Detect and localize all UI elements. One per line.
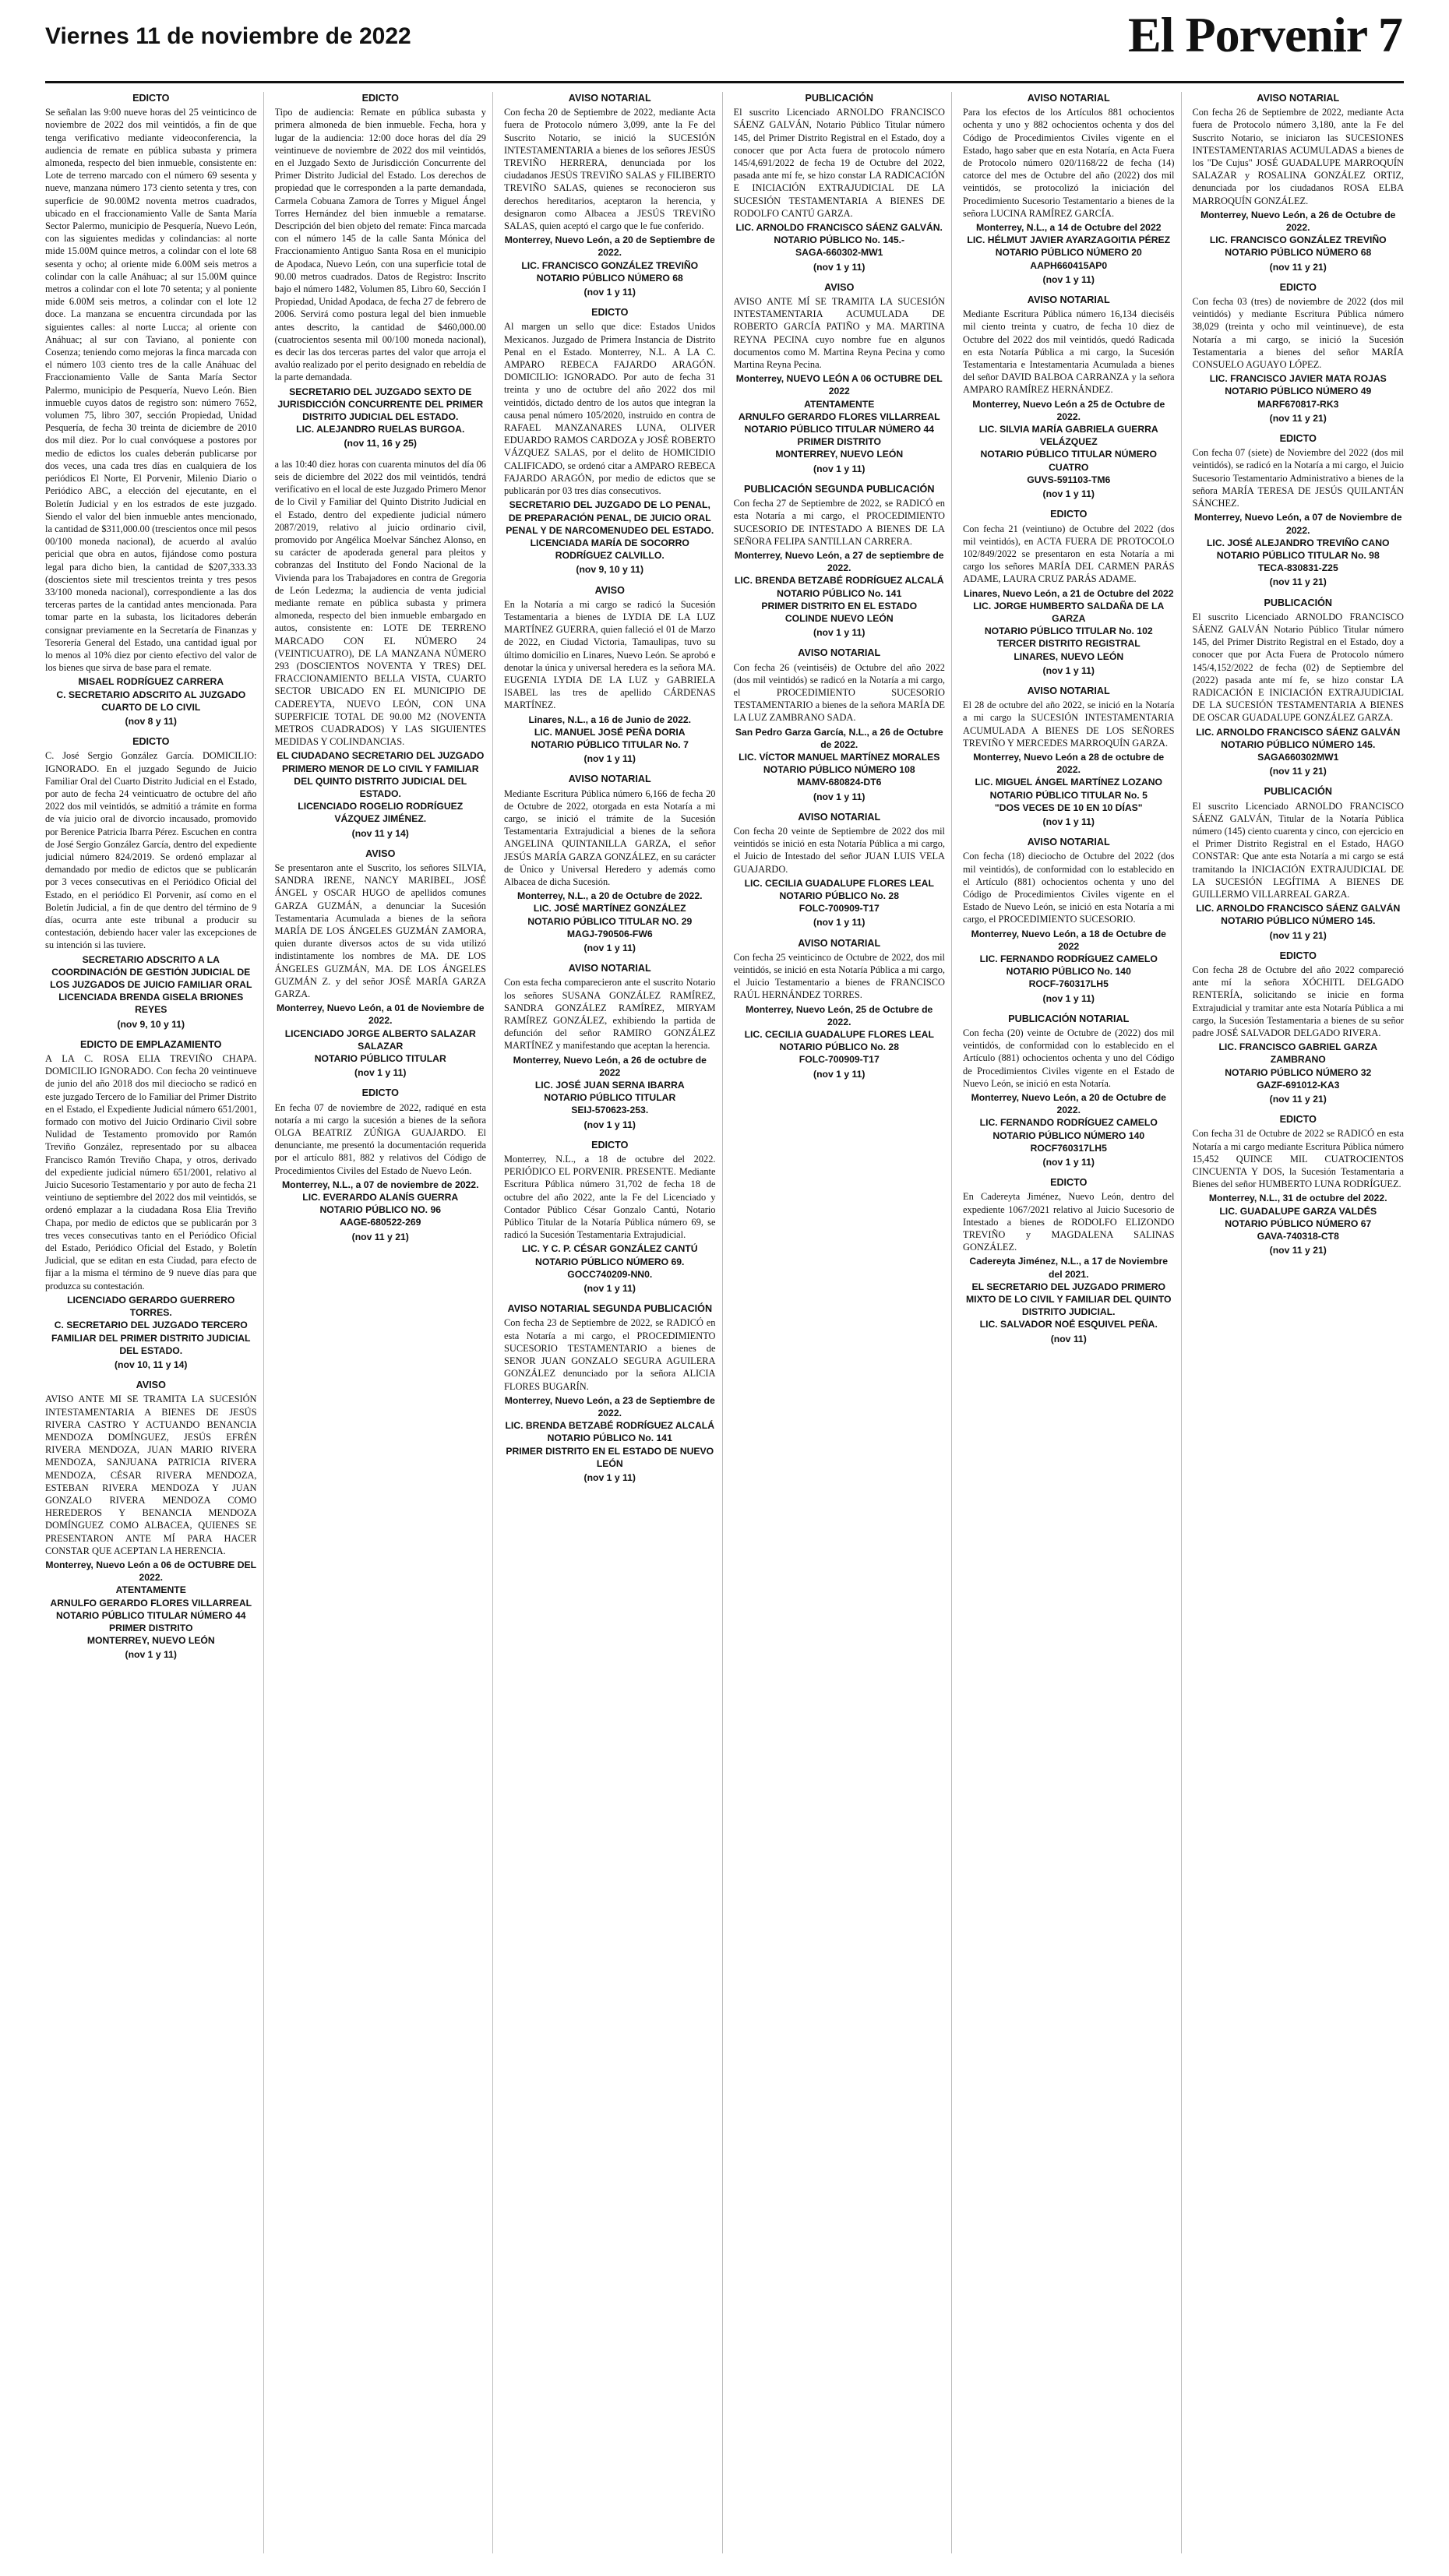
notice-body: AVISO ANTE MÍ SE TRAMITA LA SUCESIÓN INTESTAMENTARIA ACUMULADA DE ROBERTO GARCÍA PATIÑO y MA. MARTINA REYNA PECINA cuyo nombre fue en algunos documentos como M. Martina Reyna Pecina y como Martina Reyna Pecina. (733, 296, 945, 371)
legal-notice (963, 836, 1175, 1005)
publication-dates: (nov 11 y 21) (1269, 261, 1327, 273)
publication-dates: (nov 11 y 21) (1269, 412, 1327, 424)
notice-title: EDICTO (1279, 1114, 1317, 1126)
notice-body: Con fecha (18) dieciocho de Octubre del 2022 (dos mil veintidós), de conformidad con lo establecido en el Artículo (881) ochocientos ochenta y uno del Código de Procedimientos Civiles vigente en el Estado de Nuevo León, se inició en esta Notaría a mi cargo, el PROCEDIMIENTO SUCESORIO. (963, 851, 1175, 925)
legal-notice (504, 1139, 716, 1295)
notice-body: Con fecha 21 (veintiuno) de Octubre del 2022 (dos mil veintidós), en ACTA FUERA DE PROTOCOLO 102/849/2022 se presentaron en esta Notaría a mi cargo los señores MARÍA DEL CARMEN PARÁS ADAME, LAURA CRUZ PARÁS ADAME. (963, 523, 1175, 585)
column-1 (45, 92, 264, 2553)
notice-signature: SECRETARIO DEL JUZGADO DE LO PENAL, DE PREPARACIÓN PENAL, DE JUICIO ORAL PENAL Y DE NARCOMENUDEO DEL ESTADO. LICENCIADA MARÍA DE SOCORRO RODRÍGUEZ CALVILLO. (506, 499, 714, 562)
notice-title: EDICTO (132, 736, 170, 748)
notice-title: AVISO NOTARIAL (798, 811, 881, 823)
legal-notice (504, 584, 716, 766)
notice-signature: Linares, N.L., a 16 de Junio de 2022. LIC. MANUEL JOSÉ PEÑA DORIA NOTARIO PÚBLICO TITULAR No. 7 (528, 714, 692, 750)
publication-dates: (nov 11 y 21) (1269, 1245, 1327, 1256)
notice-title: AVISO NOTARIAL (798, 937, 881, 949)
column-3 (504, 92, 723, 2553)
notice-title: AVISO NOTARIAL (568, 93, 651, 104)
publication-dates: (nov 9, 10 y 11) (117, 1018, 185, 1030)
legal-notice (963, 294, 1175, 500)
legal-notice (504, 962, 716, 1131)
notice-body: En Cadereyta Jiménez, Nuevo León, dentro del expediente 1067/2021 relativo al Juicio Sucesorio de Intestado a bienes de RODOLFO ELIZONDO TREVIÑO y MAGDALENA SALINAS GONZÁLEZ. (963, 1191, 1175, 1253)
legal-notice (734, 647, 946, 802)
notice-body: Con esta fecha comparecieron ante el suscrito Notario los señores SUSANA GONZÁLEZ RAMÍREZ, SANDRA GONZÁLEZ RAMÍREZ, MIRYAM RAMÍREZ GONZÁLEZ, exhibiendo la partida de defunción del señor RAMIRO GONZÁLEZ MARTÍNEZ y manifestando que aceptan la herencia. (504, 977, 716, 1052)
notice-body: Con fecha 27 de Septiembre de 2022, se RADICÓ en esta Notaría a mi cargo, el PROCEDIMIENTO SUCESORIO DE INTESTADO A BIENES DE LA SEÑORA FELIPA SANTILLAN CARRERA. (733, 498, 945, 547)
legal-notice (45, 1038, 257, 1371)
notice-body: Con fecha 07 (siete) de Noviembre del 2022 (dos mil veintidós), se radicó en la Notaría a mi cargo, el Juicio Sucesorio Testamentario Administrativo a bienes de la señora MARÍA TERESA DE JESÚS QUILANTÁN SÁNCHEZ. (1192, 447, 1404, 509)
legal-notice (1193, 785, 1405, 941)
notice-title: AVISO (824, 281, 855, 293)
notice-signature: LIC. ARNOLDO FRANCISCO SÁENZ GALVÁN NOTARIO PÚBLICO NÚMERO 145. (1196, 903, 1401, 927)
notice-body: El 28 de octubre del año 2022, se inició en la Notaría a mi cargo la SUCESIÓN INTESTAMENTARIA ACUMULADA A BIENES DE LOS SEÑORES TREVIÑO Y MERCEDES MARROQUÍN GARZA. (963, 700, 1175, 749)
legal-notice (504, 306, 716, 576)
legal-notice (45, 735, 257, 1031)
notice-signature: Cadereyta Jiménez, N.L., a 17 de Noviembre del 2021. EL SECRETARIO DEL JUZGADO PRIMERO MIXTO DE LO CIVIL Y FAMILIAR DEL QUINTO DISTRITO JUDICIAL. LIC. SALVADOR NOÉ ESQUIVEL PEÑA. (966, 1256, 1172, 1330)
notice-title: EDICTO (1279, 950, 1317, 961)
notice-title: EDICTO (361, 1087, 399, 1099)
notice-body: Con fecha 03 (tres) de noviembre de 2022 (dos mil veintidós) y mediante Escritura Pública número 38,029 (treinta y ocho mil veintinueve), de esta Notaría a mi cargo, se inició la Sucesión Testamentaria a bienes del señor MARÍA CONSUELO AGUAYO LÓPEZ. (1192, 296, 1404, 371)
notice-body: Con fecha 20 veinte de Septiembre de 2022 dos mil veintidós se inició en esta Notaría Pública a mi cargo, el Juicio de Intestado del señor JUAN LUIS VELA GUAJARDO. (733, 825, 945, 875)
legal-notice (504, 92, 716, 298)
column-4 (734, 92, 953, 2553)
publication-dates: (nov 1 y 11) (1042, 992, 1095, 1004)
column-5 (963, 92, 1182, 2553)
notice-signature: LIC. Y C. P. CÉSAR GONZÁLEZ CANTÚ NOTARIO PÚBLICO NÚMERO 69. GOCC740209-NN0. (522, 1243, 698, 1280)
publication-dates: (nov 1 y 11) (1042, 664, 1095, 676)
notice-title: AVISO NOTARIAL (568, 963, 651, 974)
publication-dates: (nov 1 y 11) (1042, 1157, 1095, 1168)
notice-title: EDICTO (1279, 281, 1317, 293)
publication-dates: (nov 11 y 21) (1269, 576, 1327, 588)
notice-title: PUBLICACIÓN (1264, 786, 1332, 798)
publication-dates: (nov 1 y 11) (583, 287, 636, 298)
notice-title: AVISO NOTARIAL SEGUNDA PUBLICACIÓN (507, 1303, 713, 1315)
publication-dates: (nov 1 y 11) (813, 463, 866, 474)
legal-notice (1193, 92, 1405, 273)
notice-body: El suscrito Licenciado ARNOLDO FRANCISCO SÁENZ GALVÁN, Titular de la Notaría Pública número (145) ciento cuarenta y cinco, con ejercicio en el Primer Distrito Registral en el Estado, HAGO CONSTAR: Que ante esta Notaría a mi cargo se está tramitando la INICIACIÓN EXTRAJUDICIAL DE LA SUCESIÓN LEGÍTIMA A BIENES DE GUILLERMO VILLARREAL GARZA. (1192, 800, 1404, 900)
notice-signature: EL CIUDADANO SECRETARIO DEL JUZGADO PRIMERO MENOR DE LO CIVIL Y FAMILIAR DEL QUINTO DISTRITO JUDICIAL DEL ESTADO. LICENCIADO ROGELIO RODRÍGUEZ VÁZQUEZ JIMÉNEZ. (277, 750, 485, 825)
notice-signature: Monterrey, Nuevo León, 25 de Octubre de 2022. LIC. CECILIA GUADALUPE FLORES LEAL NOTARIO PÚBLICO No. 28 FOLC-700909-T17 (744, 1003, 934, 1066)
notice-signature: Monterrey, Nuevo León, a 26 de Octubre de 2022. LIC. FRANCISCO GONZÁLEZ TREVIÑO NOTARIO PÚBLICO NÚMERO 68 (1200, 209, 1396, 259)
notice-signature: Monterrey, NUEVO LEÓN A 06 OCTUBRE DEL 2022 ATENTAMENTE ARNULFO GERARDO FLORES VILLARREAL NOTARIO PÚBLICO TITULAR NÚMERO 44 PRIMER DISTRITO MONTERREY, NUEVO LEÓN (735, 373, 943, 460)
notice-title: EDICTO (591, 1139, 629, 1151)
notice-title: EDICTO (1050, 1177, 1088, 1189)
legal-notice (963, 1176, 1175, 1345)
notice-signature: Monterrey, N.L., a 14 de Octubre del 2022 LIC. HÉLMUT JAVIER AYARZAGOITIA PÉREZ NOTARIO PÚBLICO NÚMERO 20 AAPH660415AP0 (967, 222, 1171, 271)
notice-title: AVISO NOTARIAL (1027, 685, 1110, 696)
notice-signature: LIC. FRANCISCO JAVIER MATA ROJAS NOTARIO PÚBLICO NÚMERO 49 MARF670817-RK3 (1209, 373, 1387, 410)
notice-title: AVISO NOTARIAL (1027, 93, 1110, 104)
notice-signature: Linares, Nuevo León, a 21 de Octubre del 2022 LIC. JORGE HUMBERTO SALDAÑA DE LA GARZA NOTARIO PÚBLICO TITULAR No. 102 TERCER DISTRITO REGISTRAL LINARES, NUEVO LEÓN (963, 587, 1174, 662)
notice-body: Para los efectos de los Artículos 881 ochocientos ochenta y uno y 882 ochocientos ochenta y dos del Código de Procedimientos Civiles vigente en el Estado, hago saber que en esta Notaría, en Acta Fuera de Protocolo número 020/1168/22 de fecha (14) catorce del mes de Octubre del año (2022) dos mil veintidós, se protocolizó la iniciación del Procedimiento Sucesorio Testamentario a bienes de la señora LUCINA RAMÍREZ GARCÍA. (963, 107, 1175, 219)
publication-dates: (nov 1 y 11) (813, 917, 866, 929)
notice-body: AVISO ANTE MI SE TRAMITA LA SUCESIÓN INTESTAMENTARIA A BIENES DE JESÚS RIVERA CASTRO Y ACTUANDO BENANCIA MENDOZA DOMÍNGUEZ, JESÚS EFRÉN RIVERA MENDOZA, JUAN MARIO RIVERA MENDOZA, SANJUANA PATRICIA RIVERA MENDOZA, CÉSAR RIVERA MENDOZA, ESTEBAN RIVERA MENDOZA Y JUAN GONZALO RIVERA MENDOZA COMO HEREDEROS Y BENANCIA MENDOZA DOMÍNGUEZ COMO ALBACEA, QUIENES SE PRESENTARON ANTE MÍ PARA HACER CONSTAR QUE ACEPTAN LA HERENCIA. (45, 1394, 257, 1556)
publication-dates: (nov 11 y 21) (1269, 766, 1327, 777)
notice-title: EDICTO (361, 93, 399, 104)
notice-signature: Monterrey, Nuevo León, a 26 de octubre de 2022 LIC. JOSÉ JUAN SERNA IBARRA NOTARIO PÚBLICO TITULAR SEIJ-570623-253. (513, 1054, 707, 1116)
notice-body: Se señalan las 9:00 nueve horas del 25 veinticinco de noviembre de 2022 dos mil veintidós, a fin de que tenga verificativo mediante videoconferencia, la audiencia de remate en pública subasta y primera almoneda, respecto del bien inmueble, consistente en: Lote de terreno marcado con el número 69 sesenta y nueve, manzana número 173 ciento setenta y tres, con superficie de 90.00M2 noventa metros cuadrados, ubicado en el fraccionamiento Valle de Santa María Sector Palermo, municipio de Pesquería, Nuevo León, con las siguientes medidas y colindancias: al norte mide 15.00M quince metros, a colindar con el lote 68 sesenta y ocho; al oriente mide 6.00M seis metros a colindar con la calle Anáhuac; al sur 15.00M quince metros a colindar con el lote 70 setenta; y al poniente mide 6.00M seis metros, a colindar con el lote 12 doce. La manzana se encuentra circundada por las siguientes calles: al norte Lucca; al oriente con Anáhuac; al sur con Taviano, al poniente con Cosenza; teniendo como mejoras la finca marcada con el número 103 ciento tres de la calle Anáhuac del Fraccionamiento Valle de Santa María Sector Palermo, municipio de Pesquería, Nuevo León. Bien inmueble cuyos datos de registro son: número 7652, volumen 75, libro 307, sección Propiedad, Unidad Pesquería, de fecha 30 treinta de diciembre de 2010 dos mil diez. Por lo cual convóquese a postores por medio de edictos los cuales deberán publicarse por dos veces, una cada tres días en cualquiera de los periódicos El Norte, El Porvenir, Milenio Diario o Periódico ABC, a elección del ejecutante, en el Boletín Judicial y en los estrados de este juzgado. Siendo el valor del bien inmueble antes mencionado, la cantidad de $311,000.00 (trescientos once mil pesos 00/100 moneda nacional), de acuerdo al avalúo pericial que obra en autos, fijándose como postura legal para dicho bien, la cantidad de $207,333.33 (doscientos siete mil trescientos treinta y tres pesos 33/100 moneda nacional), correspondiente a las dos terceras partes de la cantidad antes mencionada. Para tomar parte en la subasta, los licitadores deberán consignar previamente en la Secretaría de Finanzas y Tesorería General del Estado, una cantidad igual por lo menos al 10% diez por ciento efectivo del valor de los bienes que sirva de base para el remate. (45, 107, 257, 674)
notice-body: Con fecha 23 de Septiembre de 2022, se RADICÓ en esta Notaría a mi cargo, el PROCEDIMIENTO SUCESORIO TESTAMENTARIO a bienes de SENOR JUAN GONZALO SEGURA AGUILERA GONZÁLEZ denunciado por la señora ALICIA FLORES BUGARÍN. (504, 1317, 716, 1392)
notice-signature: Monterrey, Nuevo León a 06 de OCTUBRE DEL 2022. ATENTAMENTE ARNULFO GERARDO FLORES VILLARREAL NOTARIO PÚBLICO TITULAR NÚMERO 44 PRIMER DISTRITO MONTERREY, NUEVO LEÓN (45, 1559, 257, 1647)
publication-dates: (nov 11 y 14) (351, 827, 409, 839)
column-6 (1193, 92, 1405, 2553)
notice-signature: LIC. FRANCISCO GABRIEL GARZA ZAMBRANO NOTARIO PÚBLICO NÚMERO 32 GAZF-691012-KA3 (1218, 1041, 1378, 1091)
legal-notice (734, 937, 946, 1080)
notice-body: Con fecha 26 (veintiséis) de Octubre del año 2022 (dos mil veintidós) se radicó en la Notaría a mi cargo, el PROCEDIMIENTO SUCESORIO TESTAMENTARIO a bienes de la señora MARÍA DE LA LUZ ZAMBRANO SADA. (733, 661, 945, 724)
notice-signature: San Pedro Garza García, N.L., a 26 de Octubre de 2022. LIC. VÍCTOR MANUEL MARTÍNEZ MORALES NOTARIO PÚBLICO NÚMERO 108 MAMV-680824-DT6 (735, 726, 943, 788)
notice-body: Con fecha 25 veinticinco de Octubre de 2022, dos mil veintidós, se inició en esta Notaría Pública a mi cargo, el Juicio Testamentario a bienes de FRANCISCO RAÚL HERNÁNDEZ TORRES. (733, 951, 945, 1001)
notice-signature: Monterrey, Nuevo León a 28 de octubre de 2022. LIC. MIGUEL ÁNGEL MARTÍNEZ LOZANO NOTARIO PÚBLICO TITULAR No. 5 "DOS VECES DE 10 EN 10 DÍAS" (973, 751, 1165, 813)
publication-dates: (nov 1 y 11) (583, 753, 636, 765)
legal-notice (275, 848, 487, 1080)
notices-columns (45, 92, 1404, 2553)
issue-date: Viernes 11 de noviembre de 2022 (45, 23, 411, 49)
notice-body: Monterrey, N.L., a 18 de octubre del 2022. PERIÓDICO EL PORVENIR. PRESENTE. Mediante Escritura Pública número 31,702 de fecha 18 de octubre del año 2022, ante la Fe del Licenciado y Contador Público César Gonzalo Cantú, Notario Público Titular de la Notaría Pública número 69, se radicó la Sucesión Testamentaria Extrajudicial. (504, 1154, 716, 1241)
notice-body: Con fecha 31 de Octubre de 2022 se RADICÓ en esta Notaría a mi cargo mediante Escritura Pública número 15,452 QUINCE MIL CUATROCIENTOS CINCUENTA Y DOS, la Sucesión Testamentaria a Bienes del señor HUMBERTO LUNA RODRÍGUEZ. (1192, 1128, 1404, 1190)
notice-body: En fecha 07 de noviembre de 2022, radiqué en esta notaría a mi cargo la sucesión a bienes de la señora OLGA BEATRIZ ZÚÑIGA GUAJARDO. El denunciante, me presentó la documentación requerida por el artículo 881, 882 y relativos del Código de Procedimientos Civiles del Estado de Nuevo León. (274, 1101, 486, 1176)
notice-body: Con fecha 28 de Octubre del año 2022 compareció ante mí la señora XÓCHITL DELGADO RENTERÍA, solicitando se inicie en forma Extrajudicial y tramitar ante esta Notaría Pública a mi cargo, la Sucesión Testamentaria a bienes de su señor padre JOSÉ SALVADOR DELGADO RIVERA. (1192, 964, 1404, 1039)
publication-dates: (nov 1 y 11) (583, 1471, 636, 1483)
publication-dates: (nov 1 y 11) (813, 791, 866, 802)
notice-title: AVISO NOTARIAL (1027, 837, 1110, 848)
notice-signature: LIC. ARNOLDO FRANCISCO SÁENZ GALVÁN NOTARIO PÚBLICO NÚMERO 145. SAGA660302MW1 (1196, 726, 1401, 763)
notice-title: PUBLICACIÓN (1264, 597, 1332, 608)
notice-title: AVISO (136, 1380, 166, 1391)
notice-signature: LIC. ARNOLDO FRANCISCO SÁENZ GALVÁN. NOTARIO PÚBLICO No. 145.- SAGA-660302-MW1 (735, 222, 943, 259)
legal-notice (275, 92, 487, 450)
notice-body: Mediante Escritura Pública número 6,166 de fecha 20 de Octubre de 2022, otorgada en esta Notaría a mi cargo, se inició el trámite de la Sucesión Testamentaria Extrajudicial a bienes de la señora ANGELINA QUINTANILLA GARZA, el señor JESÚS MARÍA GARZA GONZÁLEZ, en su carácter de Único y Universal Heredero y además como Albacea de dicha Sucesión. (504, 788, 716, 887)
notice-signature: Monterrey, Nuevo León, a 07 de Noviembre de 2022. LIC. JOSÉ ALEJANDRO TREVIÑO CANO NOTARIO PÚBLICO TITULAR No. 98 TECA-830831-Z25 (1193, 512, 1402, 574)
publication-dates: (nov 1 y 11) (354, 1067, 407, 1079)
notice-title: EDICTO (1050, 509, 1088, 520)
notice-signature: Monterrey, Nuevo León, a 18 de Octubre de 2022 LIC. FERNANDO RODRÍGUEZ CAMELO NOTARIO PÚBLICO No. 140 ROCF-760317LH5 (971, 928, 1166, 990)
page-header (0, 0, 1449, 86)
notice-signature: LIC. CECILIA GUADALUPE FLORES LEAL NOTARIO PÚBLICO No. 28 FOLC-700909-T17 (744, 877, 934, 914)
header-rule (45, 81, 1404, 83)
publication-dates: (nov 1 y 11) (813, 1068, 866, 1080)
legal-notice (504, 1302, 716, 1484)
notice-signature: SECRETARIO DEL JUZGADO SEXTO DE JURISDICCIÓN CONCURRENTE DEL PRIMER DISTRITO JUDICIAL DEL ESTADO. LIC. ALEJANDRO RUELAS BURGOA. (277, 386, 484, 435)
notice-body: Mediante Escritura Pública número 16,134 dieciséis mil ciento treinta y cuatro, de fecha 10 diez de Octubre del 2022 dos mil veintidós, quedó Radicada en esta Notaría Pública a mi cargo, la Sucesión Testamentaria e Intestamentaria Acumulada a bienes del señor DAVID BALBOA CARRANZA y la señora AMPARO RAMÍREZ HERNÁNDEZ. (963, 308, 1175, 396)
publication-dates: (nov 1 y 11) (813, 261, 866, 273)
column-2 (275, 92, 494, 2553)
notice-title: EDICTO (132, 93, 170, 104)
notice-signature: SECRETARIO ADSCRITO A LA COORDINACIÓN DE GESTIÓN JUDICIAL DE LOS JUZGADOS DE JUICIO FAMILIAR ORAL LICENCIADA BRENDA GISELA BRIONES REYES (50, 953, 252, 1016)
notice-body: Al margen un sello que dice: Estados Unidos Mexicanos. Juzgado de Primera Instancia de Distrito Penal en el Estado. Monterrey, N.L. A LA C. AMPARO REBECA FAJARDO ARAGÓN. DOMICILIO: IGNORADO. Por auto de fecha 31 treinta y uno de octubre del año 2022 dos mil veintidós, dictado dentro de los autos que integran la causa penal número 105/2020, instruido en contra de RAFAEL MANZANARES LUNA, OLIVER EDUARDO RAMOS CARDOZA y JOSÉ ROBERTO VÁZQUEZ SALAS, por el delito de HOMICIDIO CALIFICADO, se ordenó citar a AMPARO REBECA FAJARDO ARAGÓN, por medio de edictos que se publicarán por 03 tres días consecutivos. (504, 321, 716, 497)
notice-body: El suscrito Licenciado ARNOLDO FRANCISCO SÁENZ GALVÁN Notario Público Titular número 145, del Primer Distrito Registral en el Estado, doy a conocer que por Acta Fuera de Protocolo número 145/4,152/2022 de fecha (02) de Septiembre del (2022) pasada ante mí fe, se hizo constar LA RADICACIÓN E INICIACIÓN EXTRAJUDICIAL DE LA SUCESIÓN TESTAMENTARIA A BIENES DE OSCAR GUADALUPE GONZÁLEZ GARZA. (1192, 611, 1404, 724)
notice-title: PUBLICACIÓN SEGUNDA PUBLICACIÓN (744, 483, 935, 495)
notice-body: En la Notaría a mi cargo se radicó la Sucesión Testamentaria a bienes de LYDIA DE LA LUZ MARTÍNEZ GUERRA, quien falleció el 01 de Marzo de 2022, en Ciudad Victoria, Tamaulipas, tuvo su último domicilio en Linares, Nuevo León. Se aprobó e denotar la única y universal heredera es la señora MA. EUGENIA LYDIA DE LA LUZ y GABRIELA ISABEL las tres de apellido CÁRDENAS MARTÍNEZ. (504, 598, 716, 711)
notice-title: EDICTO (591, 307, 629, 319)
legal-notice (734, 92, 946, 273)
legal-notice (734, 811, 946, 929)
legal-notice (734, 483, 946, 639)
publication-dates: (nov 11, 16 y 25) (344, 438, 417, 449)
masthead-logo: El Porvenir 7 (1128, 7, 1402, 62)
legal-notice (1193, 432, 1405, 588)
notice-title: EDICTO (1279, 433, 1317, 445)
publication-dates: (nov 9, 10 y 11) (576, 564, 644, 576)
notice-body: Tipo de audiencia: Remate en pública subasta y primera almoneda de bien inmueble. Fecha, hora y lugar de la audiencia: 12:00 doce horas del día 29 veintinueve de noviembre de 2022 dos mil veintidós, en el Juzgado Sexto de Jurisdicción Concurrente del Primer Distrito Judicial del Estado. Los derechos de propiedad que le corresponden a la parte demandada, Carmela Cobuana Zamora de Torres y Miguel Ángel Torres Hernández del bien inmueble a rematarse. Descripción del bien objeto del remate: Finca marcada con el número 145 de la calle Santa Mónica del Fraccionamiento Antiguo Santa Rosa en el municipio de Apodaca, Nuevo León, con una superficie total de 90.00 metros cuadrados. Datos de Registro: Inscrito bajo el número 1482, Volumen 85, Libro 60, Sección I Propiedad, Unidad Apodaca, de fecha 27 de febrero de 2006. Servirá como postura legal del bien inmueble antes descrito, la cantidad de $460,000.00 (cuatrocientos sesenta mil 00/100 moneda nacional), es decir las dos terceras partes del valor que arroja el avalúo realizado por el perito designado en rebeldía de la parte demandada. (274, 107, 486, 383)
notice-signature: Monterrey, N.L., a 20 de Octubre de 2022. LIC. JOSÉ MARTÍNEZ GONZÁLEZ NOTARIO PÚBLICO TITULAR NO. 29 MAGJ-790506-FW6 (516, 890, 703, 939)
publication-dates: (nov 1 y 11) (1042, 816, 1095, 827)
publication-dates: (nov 1 y 11) (1042, 273, 1095, 285)
legal-notice (275, 458, 487, 840)
publication-dates: (nov 10, 11 y 14) (115, 1358, 188, 1370)
notice-title: PUBLICACIÓN (805, 93, 873, 104)
legal-notice (1193, 281, 1405, 425)
publication-dates: (nov 11 y 21) (1269, 1094, 1327, 1105)
legal-notice (963, 92, 1175, 286)
notice-title: AVISO (594, 584, 625, 596)
notice-title: AVISO NOTARIAL (798, 647, 881, 659)
notice-signature: Monterrey, Nuevo León a 25 de Octubre de 2022. LIC. SILVIA MARÍA GABRIELA GUERRA VELÁZQUEZ NOTARIO PÚBLICO TITULAR NÚMERO CUATRO GUVS-591103-TM6 (972, 398, 1165, 485)
notice-signature: Monterrey, Nuevo León, a 20 de Octubre de 2022. LIC. FERNANDO RODRÍGUEZ CAMELO NOTARIO PÚBLICO NÚMERO 140 ROCF760317LH5 (971, 1092, 1166, 1154)
publication-dates: (nov 11 y 21) (351, 1231, 409, 1242)
notice-signature: Monterrey, Nuevo León, a 23 de Septiembre de 2022. LIC. BRENDA BETZABÉ RODRÍGUEZ ALCALÁ NOTARIO PÚBLICO No. 141 PRIMER DISTRITO EN EL ESTADO DE NUEVO LEÓN (504, 1394, 715, 1469)
legal-notice (275, 1087, 487, 1242)
publication-dates: (nov 1 y 11) (813, 627, 866, 639)
legal-notice (45, 1379, 257, 1661)
notice-body: Con fecha (20) veinte de Octubre de (2022) dos mil veintidós, de conformidad con lo establecido en el Artículo (881) ochocientos ochenta y uno del Código de Procedimientos Civiles vigente en el Estado de Nuevo León, se inició en esta Notaría. (963, 1027, 1175, 1089)
publication-dates: (nov 11 y 21) (1269, 929, 1327, 941)
notice-signature: MISAEL RODRÍGUEZ CARRERA C. SECRETARIO ADSCRITO AL JUZGADO CUARTO DE LO CIVIL (56, 676, 246, 713)
legal-notice (1193, 950, 1405, 1105)
notice-title: AVISO (365, 848, 396, 859)
legal-notice (963, 685, 1175, 828)
notice-body: a las 10:40 diez horas con cuarenta minutos del día 06 seis de diciembre del 2022 dos mil veintidós, tendrá verificativo en el local de este Juzgado Primero Menor de lo Civil y Familiar del Quinto Distrito Judicial en el Estado, dentro del expediente judicial número 2087/2019, relativo al juicio ordinario civil, promovido por Angélica Moelvar Sánchez Alonso, en su carácter de apoderada general para pleitos y cobranzas del Instituto del Fondo Nacional de la Vivienda para los Trabajadores en contra de Gregoria de León Ledezma; la audiencia de venta judicial mediante remate en pública subasta y primera almoneda, respecto del bien inmueble embargado en autos, consistente en: LOTE DE TERRENO MARCADO CON EL NÚMERO 24 (VEINTICUATRO), DE LA MANZANA NÚMERO 293 (DOSCIENTOS NOVENTA Y TRES) DEL FRACCIONAMIENTO BELLA VISTA, CUARTO SECTOR UBICADO EN EL MUNICIPIO DE CADEREYTA, NUEVO LEÓN, CON UNA SUPERFICIE TOTAL DE 90.00 M2 (NOVENTA METROS CUADRADOS) Y LAS SIGUIENTES MEDIDAS Y COLINDANCIAS. (274, 458, 486, 748)
legal-notice (45, 92, 257, 728)
legal-notice (963, 508, 1175, 677)
notice-title: PUBLICACIÓN NOTARIAL (1008, 1013, 1130, 1024)
legal-notice (1193, 597, 1405, 778)
notice-signature: Monterrey, N.L., a 07 de noviembre de 2022. LIC. EVERARDO ALANÍS GUERRA NOTARIO PÚBLICO NO. 96 AAGE-680522-269 (282, 1179, 479, 1228)
notice-signature: Monterrey, N.L., 31 de octubre del 2022. LIC. GUADALUPE GARZA VALDÉS NOTARIO PÚBLICO NÚMERO 67 GAVA-740318-CT8 (1208, 1193, 1387, 1242)
notice-body: Con fecha 26 de Septiembre de 2022, mediante Acta fuera de Protocolo número 3,180, ante la Fe del Suscrito Notario, se iniciaron las SUCESIONES INTESTAMENTARIAS ACUMULADAS a bienes de los "De Cujus" JOSÉ GUADALUPE MARROQUÍN SALAZAR y ROSALINA GONZÁLEZ ORTIZ, denunciada por los ciudadanos ROSA ELBA MARROQUÍN GONZÁLEZ. (1192, 107, 1404, 206)
notice-signature: LICENCIADO GERARDO GUERRERO TORRES. C. SECRETARIO DEL JUZGADO TERCERO FAMILIAR DEL PRIMER DISTRITO JUDICIAL DEL ESTADO. (51, 1294, 251, 1356)
notice-body: C. José Sergio González García. DOMICILIO: IGNORADO. En el juzgado Segundo de Juicio Familiar Oral del Cuarto Distrito Judicial en el Estado, por auto de fecha 24 veinticuatro de octubre del año 2022 dos mil veintidós, se admitió a trámite en forma de vía juicio oral de divorcio incausado, promovido por Berenice Patricia Ibarra Pérez. Escuchen en contra de José Sergio González García, dentro del expediente judicial número 824/2019. Se ordenó emplazar al demandado por medio de edictos que se publicarán por 3 veces consecutivas en el Periódico Oficial del Estado, en el periódico El Porvenir, así como en el Boletín Judicial, a fin de que dentro del término de 9 días, ocurra ante este tribunal a producir su contestación, debiendo hacer valer las excepciones de su intención si las tuviere. (45, 750, 257, 951)
notice-title: EDICTO DE EMPLAZAMIENTO (80, 1038, 222, 1050)
legal-notice (504, 773, 716, 954)
publication-dates: (nov 1 y 11) (583, 1283, 636, 1295)
notice-body: Se presentaron ante el Suscrito, los señores SILVIA, SANDRA IRENE, NANCY MARIBEL, JOSÉ ÁNGEL y OSCAR HUGO de apellidos comunes GARZA GUZMÁN, a denunciar la Sucesión Testamentaria Acumulada a bienes de la señora MARÍA DE LOS ÁNGELES GUZMÁN ZAMORA, quien durante diversos actos de su vida utilizó indistintamente los nombres de MA. DE LOS ÁNGELES GUZMÁN, MA. DE LOS ÁNGELES GUZMÁN Z. y del señor JOSÉ MARÍA GARZA GARZA. (274, 862, 486, 1000)
notice-signature: Monterrey, Nuevo León, a 27 de septiembre de 2022. LIC. BRENDA BETZABÉ RODRÍGUEZ ALCALÁ NOTARIO PÚBLICO No. 141 PRIMER DISTRITO EN EL ESTADO COLINDE NUEVO LEÓN (734, 549, 944, 624)
notice-title: AVISO NOTARIAL (568, 774, 651, 785)
publication-dates: (nov 1 y 11) (583, 1119, 636, 1130)
publication-dates: (nov 1 y 11) (583, 943, 636, 953)
notice-body: A LA C. ROSA ELIA TREVIÑO CHAPA. DOMICILIO IGNORADO. Con fecha 20 veintinueve de junio del año 2018 dos mil dieciocho se radicó en este juzgado Tercero de lo Familiar del Primer Distrito en el Estado, el Expediente Judicial número 651/2001, formado con motivo del Juicio Ordinario Civil sobre Nulidad de Testamento promovido por Ramón Treviño González, representado por su albacea Francisco Ramón Treviño Chapa, y otros, derivado del expediente judicial número 651/2001, relativo al Juicio Sucesorio Testamentario y por auto de fecha 21 veintiuno de septiembre del 2022 dos mil veintidós, se ordenó emplazar a la ciudadana Rosa Elia Treviño Chapa, por medio de edictos que se publicarán por 3 tres veces consecutivas tanto en el Periódico Oficial del Estado, Periódico Oficial del Estado, y Boletín Judicial, que se editan en esta Ciudad, para efecto de fijar a la misma el término de 9 nueve días para que produzca su contestación. (45, 1053, 257, 1292)
notice-signature: Monterrey, Nuevo León, a 01 de Noviembre de 2022. LICENCIADO JORGE ALBERTO SALAZAR SALAZAR NOTARIO PÚBLICO TITULAR (276, 1003, 485, 1065)
publication-dates: (nov 1 y 11) (1042, 488, 1095, 500)
legal-notice (963, 1013, 1175, 1168)
publication-dates: (nov 11) (1050, 1333, 1087, 1344)
notice-title: AVISO NOTARIAL (1257, 93, 1340, 104)
notice-title: AVISO NOTARIAL (1027, 294, 1110, 306)
legal-notice (734, 281, 946, 475)
notice-body: Con fecha 20 de Septiembre de 2022, mediante Acta fuera de Protocolo número 3,099, ante la Fe del Suscrito Notario, se inició la SUCESIÓN INTESTAMENTARIA a bienes de los señores JESÚS TREVIÑO HERRERA, denunciada por los ciudadanos JESÚS TREVIÑO SALAS y FILIBERTO TREVIÑO SALAS, quienes se reconocieron sus derechos hereditarios, aceptaron la herencia, y designaron como Albacea a JESÚS TREVIÑO SALAS, quien aceptó el cargo que le fue conferido. (504, 107, 716, 232)
notice-body: El suscrito Licenciado ARNOLDO FRANCISCO SÁENZ GALVÁN, Notario Público Titular número 145, del Primer Distrito Registral en el Estado, doy a conocer que por Acta fuera de protocolo número 145/4,691/2022 de fecha 19 de Octubre del 2022, pasada ante mí fe, se hizo constar LA RADICACIÓN E INICIACIÓN EXTRAJUDICIAL DE LA SUCESIÓN TESTAMENTARIA A BIENES DE RODOLFO CANTÚ GARZA. (733, 107, 945, 219)
publication-dates: (nov 8 y 11) (125, 715, 177, 727)
publication-dates: (nov 1 y 11) (125, 1649, 177, 1661)
notice-signature: Monterrey, Nuevo León, a 20 de Septiembre de 2022. LIC. FRANCISCO GONZÁLEZ TREVIÑO NOTARIO PÚBLICO NÚMERO 68 (504, 234, 715, 284)
legal-notice (1193, 1113, 1405, 1256)
